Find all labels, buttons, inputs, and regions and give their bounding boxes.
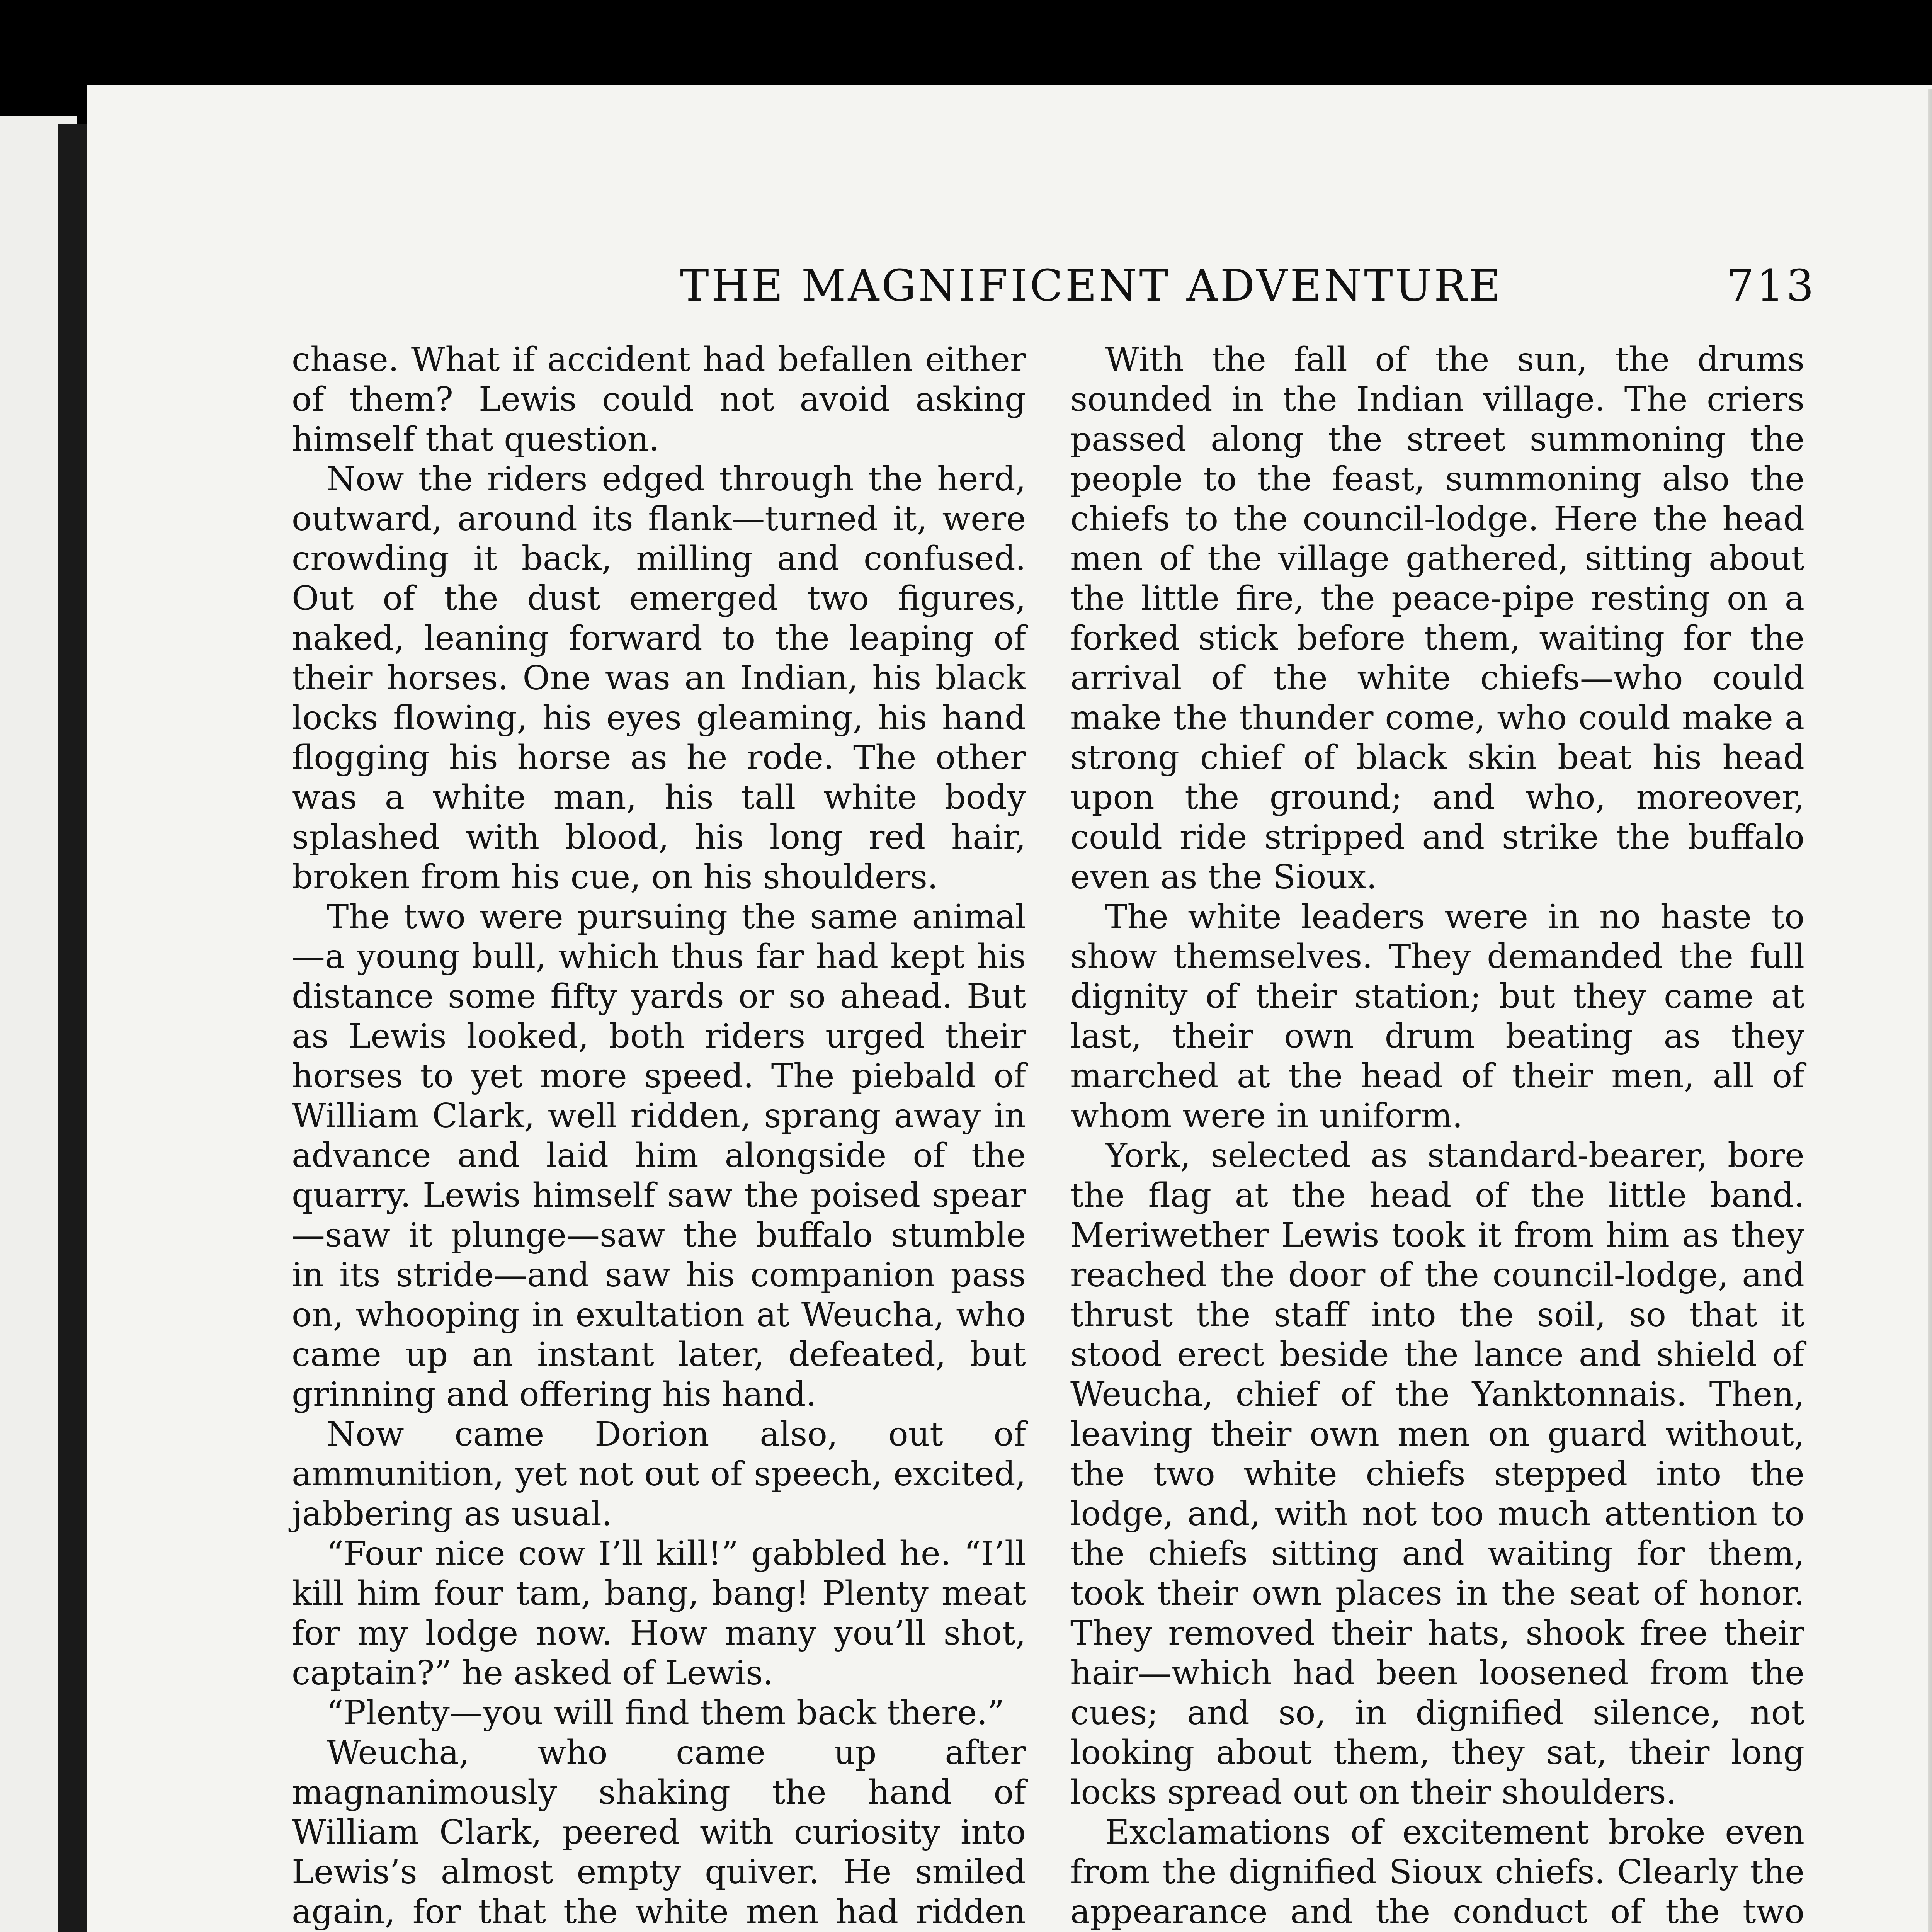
paragraph: Exclamations of excitement broke even from the dignified Sioux chiefs. Clearly the appearance and the conduct of the two <box>1070 1813 1804 1931</box>
paragraph: “Four nice cow I’ll kill!” gabbled he. “I’ll kill him four tam, bang, bang! Plenty meat for my lodge now. How many you’ll shot, captain?” he asked of Lewis. <box>292 1534 1026 1692</box>
paragraph: The two were pursuing the same animal —a young bull, which thus far had kept his distance some fifty yards or so ahead. But as Lewis looked, both riders urged their horses to yet more speed. The piebald of William Clark, well ridden, sprang away in advance and laid him alongside of the quarry. Lewis himself saw the poised spear—saw it plunge—saw the buffalo stumble in its stride—and saw his companion pass on, whooping in exultation at Weucha, who came up an instant later, defeated, but grinning and offering his hand. <box>292 898 1026 1414</box>
page-edge-shadow <box>1928 89 1932 1932</box>
running-title: THE MAGNIFICENT ADVENTURE <box>680 261 1503 311</box>
paragraph: With the fall of the sun, the drums sounded in the Indian village. The criers passed along the street summoning the people to the feast, summoning also the chiefs to the council-lodge. Here the head men of the village gathered, sitting about the little fire, the peace-pipe resting on a forked stick before them, waiting for the arrival of the white chiefs—who could make the thunder come, who could make a strong chief of black skin beat his head upon the ground; and who, moreover, could ride stripped and strike the buffalo even as the Sioux. <box>1070 340 1804 896</box>
right-text-column <box>1070 340 1804 1932</box>
paragraph: Now the riders edged through the herd, outward, around its flank—turned it, were crowding it back, milling and confused. Out of the dust emerged two figures, naked, leaning forward to the leaping of their horses. One was an Indian, his black locks flowing, his eyes gleaming, his hand flogging his horse as he rode. The other was a white man, his tall white body splashed with blood, his long red hair, broken from his cue, on his shoulders. <box>292 460 1026 896</box>
paragraph: Weucha, who came up after magnanimously shaking the hand of William Clark, peered with curiosity into Lewis’s almost empty quiver. He smiled again, for that the white men had ridden <box>292 1733 1026 1931</box>
left-text-column <box>292 340 1026 1932</box>
paragraph: The white leaders were in no haste to show themselves. They demanded the full dignity of their station; but they came at last, their own drum beating as they marched at the head of their men, all of whom were in uniform. <box>1070 898 1804 1135</box>
paragraph: Now came Dorion also, out of ammunition, yet not out of speech, excited, jabbering as usual. <box>292 1415 1026 1533</box>
page-number: 713 <box>1726 261 1816 311</box>
paragraph: chase. What if accident had befallen either of them? Lewis could not avoid asking himself that question. <box>292 340 1026 459</box>
running-header <box>680 255 1816 317</box>
paragraph: “Plenty—you will find them back there.” <box>327 1694 1005 1732</box>
paragraph: York, selected as standard-bearer, bore the flag at the head of the little band. Meriwether Lewis took it from him as they reached the door of the council-lodge, and thrust the staff into the soil, so that it stood erect beside the lance and shield of Weucha, chief of the Yanktonnais. Then, leaving their own men on guard without, the two white chiefs stepped into the lodge, and, with not too much attention to the chiefs sitting and waiting for them, took their own places in the seat of honor. They removed their hats, shook free their hair—which had been loosened from the cues; and so, in dignified silence, not looking about them, they sat, their long locks spread out on their shoulders. <box>1070 1136 1804 1812</box>
